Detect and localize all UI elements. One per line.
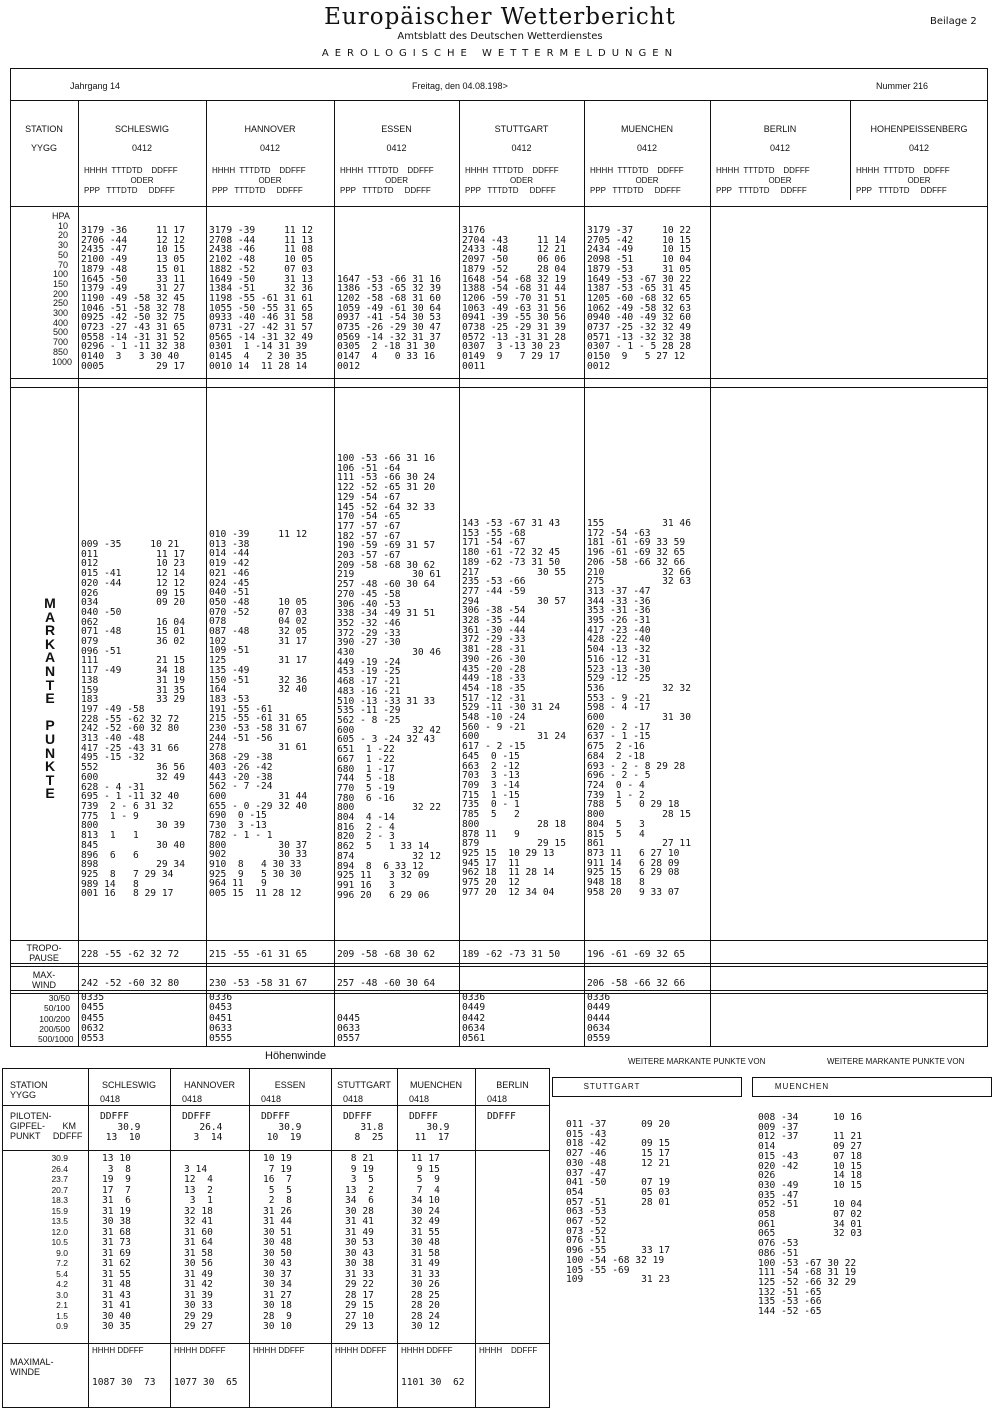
markante-data: 155 31 46 172 -54 -63 181 -61 -69 33 59 196 -61 -69 32 65 206 -58 -66 32 66 210 32 66 275 32 63 313 -37 -47 344 -33 -36 353 -31 -36 395 -26 -31 417 -23 -40 428 -22 -40 504 -13 -32 516 -12 -31 523 -13 -30 529 -12 -25 536 32 32 553 - 9 -21 598 - 4 -17 600 31 30 620 - 2 -17 637 - 1 -15 675 2 -16 684 2 -18 693 - 2 - 8 29 28 696 - 2 - 5 724 0 - 4 739 1 - 2 788 5 0 29 18 800 28 15 804 5 3 815 5 4 861 27 11 873 11 6 27 10 911 14 6 28 09 925 15 6 29 08 948 18 8 958 20 9 33 07 (587, 518, 691, 898)
station-yygg: 0412 (259, 143, 281, 153)
tropopause-label: TROPO- PAUSE (26, 943, 62, 963)
col-header-2: ODER (258, 176, 282, 185)
lower-station-yygg: 0418 (343, 1094, 364, 1104)
supplement-label: Beilage 2 (930, 16, 977, 27)
lower-station-name: ESSEN (274, 1080, 306, 1090)
col-header-2: ODER (768, 176, 792, 185)
date: Freitag, den 04.08.198> (412, 81, 508, 91)
wind-profile-data: 3 14 12 4 13 2 3 1 32 18 32 41 31 60 31 64 31 58 30 56 31 49 31 42 31 39 30 33 29 29 29 27 (184, 1163, 213, 1332)
col-header-3: PPP TTTDTD DDFFF (340, 186, 431, 195)
tropopause-data: 228 -55 -62 32 72 (81, 949, 180, 960)
layer-data: 0336 0449 0442 0634 0561 (462, 992, 486, 1045)
col-header-3: PPP TTTDTD DDFFF (84, 186, 175, 195)
col-header-2: ODER (635, 176, 659, 185)
station-name: STUTTGART (494, 124, 549, 134)
col-header-1: HHHH TTTDTD DDFFF (590, 166, 684, 175)
maxwind-header: HHHH DDFFF (335, 1346, 387, 1355)
col-header-1: HHHH TTTDTD DDFFF (465, 166, 559, 175)
col-header-1: HHHH TTTDTD DDFFF (340, 166, 434, 175)
lower-station-name: SCHLESWIG (101, 1080, 156, 1090)
pilot-data: DDFFF 30.9 11 17 (409, 1111, 450, 1143)
std-levels-data: 3179 -36 11 17 2706 -44 12 12 2435 -47 10 15 2100 -49 13 05 1879 -48 15 01 1645 -50 33 11 1379 -49 31 27 1190 -49 -58 32 45 1046 -51 -58 32 78 0925 -42 -50 32 75 0723 -27 -43 31 65 0558 -14 -31 31 52 0296 - 1 -11 32 38 0140 3 3 30 40 0005 29 17 (81, 225, 185, 372)
weitere-muenchen-data: 008 -34 10 16 009 -37 012 -37 11 21 014 09 27 015 -43 07 18 020 -42 10 15 026 14 18 030 -49 10 15 035 -47 052 -51 10 04 058 07 02 061 34 01 065 32 03 076 -53 086 -51 100 -53 -67 30 22 111 -54 -68 31 19 125 -52 -66 32 29 132 -51 -65 135 -53 -66 144 -52 -65 (758, 1112, 862, 1318)
col-header-3: PPP TTTDTD DDFFF (590, 186, 681, 195)
layer-data: 0335 0455 0455 0632 0553 (81, 992, 105, 1045)
col-header-2: ODER (130, 176, 154, 185)
wind-profile-data: 11 17 9 15 5 9 7 4 34 10 30 24 32 49 31 55 30 48 31 58 31 49 31 33 30 26 28 25 28 20 28 24 30 12 (411, 1153, 440, 1332)
hoehenwinde-title: Höhenwinde (265, 1050, 327, 1062)
col-header-1: HHHH TTTDTD DDFFF (84, 166, 178, 175)
lower-station-yygg: 0418 (409, 1094, 430, 1104)
maximal-winde-label: MAXIMAL- WINDE (10, 1357, 54, 1377)
layer-data: 0336 0449 0444 0634 0559 (587, 992, 611, 1045)
col-header-2: ODER (384, 176, 409, 185)
station-yygg: 0412 (511, 143, 532, 153)
wind-profile-data: 8 21 9 19 3 5 13 2 34 6 30 28 31 41 31 49 30 53 30 43 30 38 31 33 29 22 28 17 29 15 27 10 29 13 (345, 1153, 374, 1332)
std-levels-data: 3176 2704 -43 11 14 2433 -48 12 21 2097 -50 06 06 1879 -52 28 04 1648 -54 -68 32 19 1388 -54 -68 31 44 1206 -59 -70 31 51 1063 -49 -63 31 56 0941 -39 -55 30 56 0738 -25 -29 31 39 0572 -13 -31 31 28 0307 3 -13 30 23 0149 9 7 29 17 0011 (462, 225, 566, 372)
lower-station-label: STATION YYGG (10, 1080, 48, 1100)
weitere-stuttgart-station: STUTTGART (583, 1082, 641, 1091)
station-name: MUENCHEN (620, 124, 673, 134)
report-title: Europäischer Wetterbericht (324, 4, 676, 30)
tropopause-data: 215 -55 -61 31 65 (209, 949, 308, 960)
station-name: ESSEN (381, 124, 412, 134)
pilot-data: DDFFF 30.9 13 10 (100, 1111, 141, 1143)
tropopause-data: 209 -58 -68 30 62 (337, 949, 436, 960)
layer-data: 0336 0453 0451 0633 0555 (209, 992, 233, 1045)
layer-data: 0445 0633 0557 (337, 1012, 361, 1045)
lower-station-yygg: 0418 (261, 1094, 282, 1104)
col-header-1: HHHH TTTDTD DDFFF (856, 166, 950, 175)
maxwind-header: HHHH DDFFF (253, 1346, 305, 1355)
maxwind-data: 242 -52 -60 32 80 (81, 978, 180, 989)
wind-profile-data: 13 10 3 8 19 9 17 7 31 6 31 19 30 38 31 68 31 73 31 69 31 62 31 55 31 48 31 43 31 41 30 40 30 35 (102, 1153, 131, 1332)
col-header-3: PPP TTTDTD DDFFF (856, 186, 947, 195)
lower-station-yygg: 0418 (182, 1094, 203, 1104)
station-label: STATION (25, 124, 63, 134)
maxwind-data: 230 -53 -58 31 67 (209, 978, 308, 989)
markante-data: 010 -39 11 12 013 -38 014 -44 019 -42 021 -46 024 -45 040 -51 050 -48 10 05 070 -52 07 03 078 04 02 087 -48 32 05 102 31 17 109 -51 125 31 17 135 -49 150 -51 32 36 164 32 40 183 -53 191 -55 -61 215 -55 -61 31 65 230 -53 -58 31 67 244 -51 -56 278 31 61 368 -29 -38 403 -26 -42 443 -20 -38 562 - 7 -24 600 31 44 655 - 0 -29 32 40 690 0 -15 730 3 -13 782 - 1 - 1 800 30 37 902 30 33 910 8 4 30 33 925 9 5 30 30 964 11 9 005 15 11 28 12 (209, 529, 308, 900)
col-header-3: PPP TTTDTD DDFFF (212, 186, 303, 195)
weitere-label-1: WEITERE MARKANTE PUNKTE VON (628, 1057, 766, 1066)
maxwind-header: HHHH DDFFF (401, 1346, 453, 1355)
section-title: AEROLOGISCHE WETTERMELDUNGEN (321, 48, 679, 59)
lower-station-name: MUENCHEN (409, 1080, 462, 1090)
station-yygg: 0412 (636, 143, 658, 153)
col-header-1: HHHH TTTDTD DDFFF (716, 166, 810, 175)
layer-labels: 30/50 50/100 100/200 200/500 500/1000 (38, 993, 74, 1045)
lower-station-name: HANNOVER (183, 1080, 235, 1090)
std-levels-data: 1647 -53 -66 31 16 1386 -53 -65 32 39 1202 -58 -68 31 60 1059 -49 -61 30 64 0937 -41 -54 30 53 0735 -26 -29 30 47 0569 -14 -32 31 37 0305 2 -18 31 30 0147 4 0 33 16 0012 (337, 273, 441, 372)
pilot-label: PILOTEN- GIPFEL- KM PUNKT DDFFF (10, 1111, 83, 1141)
col-header-3: PPP TTTDTD DDFFF (465, 186, 556, 195)
col-header-2: ODER (907, 176, 931, 185)
markante-data: 009 -35 10 21 011 11 17 012 10 23 015 -41 12 14 020 -44 12 12 026 09 15 034 09 20 040 -50 062 16 04 071 -48 15 01 079 36 02 096 -51 111 21 15 117 -49 34 18 138 31 19 159 31 35 183 33 29 197 -49 -58 228 -55 -62 32 72 242 -52 -60 32 80 313 -40 -48 417 -25 -43 31 66 495 -15 -32 552 36 56 600 32 49 628 - 4 -31 695 - 1 -11 32 40 739 2 - 6 31 32 775 1 - 9 800 30 39 813 1 1 845 30 40 896 6 6 898 29 34 925 8 7 29 34 989 14 8 001 16 8 29 17 (81, 539, 185, 900)
hpa-labels: HPA 10 20 30 50 70 100 150 200 250 300 400 500 700 850 1000 (52, 211, 73, 367)
tropopause-data: 196 -61 -69 32 65 (587, 949, 686, 960)
lower-station-yygg: 0418 (487, 1094, 508, 1104)
weitere-stuttgart-data: 011 -37 09 20 015 -43 018 -42 09 15 027 -46 15 17 030 -48 12 21 037 -47 041 -50 07 19 054 05 03 057 -51 28 01 063 -53 067 -52 073 -52 076 -51 096 -55 33 17 100 -54 -68 32 19 105 -55 -69 109 31 23 (566, 1119, 670, 1286)
markante-data: 143 -53 -67 31 43 153 -55 -68 171 -54 -67 180 -61 -72 32 45 189 -62 -73 31 50 217 30 55 235 -53 -66 277 -44 -59 294 30 57 306 -38 -54 328 -35 -44 361 -30 -44 372 -29 -33 381 -28 -31 390 -26 -30 435 -20 -28 449 -18 -33 454 -18 -35 517 -12 -31 529 -11 -30 31 24 548 -10 -24 560 - 9 -21 600 31 24 617 - 2 -15 645 0 -15 663 2 -12 703 3 -13 709 3 -14 715 1 -15 735 0 - 1 785 5 2 800 28 18 878 11 9 879 29 15 925 15 10 29 13 945 17 11 962 18 11 28 14 975 20 12 977 20 12 34 04 (462, 518, 566, 898)
yygg-label: YYGG (30, 143, 57, 153)
maxwind-value: 1101 30 62 (401, 1377, 465, 1388)
maxwind-header: HHHH DDFFF (92, 1346, 144, 1355)
km-labels: 30.9 26.4 23.7 20.7 18.3 15.9 13.5 12.0 10.5 9.0 7.2 5.4 4.2 3.0 2.1 1.5 0.9 (51, 1153, 68, 1331)
issue-number: Nummer 216 (876, 81, 929, 91)
lower-station-name: BERLIN (496, 1080, 529, 1090)
pilot-data: DDFFF 30.9 10 19 (261, 1111, 302, 1143)
pilot-data: DDFFF 26.4 3 14 (182, 1111, 223, 1143)
col-header-3: PPP TTTDTD DDFFF (716, 186, 807, 195)
maxwind-data: 206 -58 -66 32 66 (587, 978, 686, 989)
pilot-data: DDFFF 31.8 8 25 (343, 1111, 384, 1143)
maxwind-value: 1087 30 73 (92, 1377, 156, 1388)
station-yygg: 0412 (131, 143, 153, 153)
pilot-data: DDFFF (487, 1111, 516, 1122)
lower-station-name: STUTTGART (337, 1080, 391, 1090)
markante-data: 100 -53 -66 31 16 106 -51 -64 111 -53 -66 30 24 122 -52 -65 31 20 129 -54 -67 145 -52 -64 32 33 170 -54 -65 177 -57 -67 182 -57 -67 190 -59 -69 31 57 203 -57 -67 209 -58 -68 30 62 219 30 61 257 -48 -60 30 64 270 -45 -58 306 -40 -53 338 -34 -49 31 51 352 -32 -46 372 -29 -33 390 -27 -30 430 30 46 449 -19 -24 453 -19 -25 468 -17 -21 483 -16 -21 510 -13 -33 31 33 535 -11 -29 562 - 8 -25 600 32 42 605 - 3 -24 32 43 651 1 -22 667 1 -22 680 1 -17 744 5 -18 770 5 -19 780 6 -16 800 32 22 804 4 -14 816 2 - 4 820 2 - 3 862 5 1 33 14 874 32 12 894 8 6 33 12 925 11 3 32 09 991 16 3 996 20 6 29 06 (337, 453, 441, 901)
col-header-1: HHHH TTTDTD DDFFF (212, 166, 306, 175)
std-levels-data: 3179 -39 11 12 2708 -44 11 13 2438 -46 11 08 2102 -48 10 05 1882 -52 07 03 1649 -50 31 13 1384 -51 32 36 1198 -55 -61 31 61 1055 -50 -55 31 65 0933 -40 -46 31 58 0731 -27 -42 31 57 0565 -14 -31 32 49 0301 1 -14 31 39 0145 4 2 30 35 0010 14 11 28 14 (209, 225, 313, 372)
weitere-muenchen-station: MUENCHEN (774, 1082, 830, 1091)
report-subtitle: Amtsblatt des Deutschen Wetterdienstes (397, 31, 603, 42)
maxwind-value: 1077 30 65 (174, 1377, 238, 1388)
weitere-label-2: WEITERE MARKANTE PUNKTE VON (827, 1057, 965, 1066)
station-yygg: 0412 (386, 143, 407, 153)
maxwind-data: 257 -48 -60 30 64 (337, 978, 436, 989)
tropopause-data: 189 -62 -73 31 50 (462, 949, 561, 960)
berlin-maxwind-header: HHHH DDFFF (479, 1346, 538, 1355)
maxwind-header: HHHH DDFFF (174, 1346, 226, 1355)
markante-punkte-label: M A R K A N T E P U N K T E (44, 595, 56, 802)
col-header-2: ODER (509, 176, 534, 185)
std-levels-data: 3179 -37 10 22 2705 -42 10 15 2434 -49 10 15 2098 -51 10 04 1879 -53 31 05 1649 -53 -67 30 22 1387 -53 -65 31 45 1205 -60 -68 32 65 1062 -49 -58 32 63 0940 -40 -49 32 60 0737 -25 -32 32 49 0571 -13 -32 32 38 0307 - 1 - 5 28 28 0150 9 5 27 12 0012 (587, 225, 691, 372)
jahrgang: Jahrgang 14 (70, 81, 121, 91)
wind-profile-data: 10 19 7 19 16 7 5 5 2 8 31 26 31 44 30 51 30 48 30 50 30 43 30 37 30 34 31 27 30 18 28 9 30 10 (263, 1153, 292, 1332)
lower-station-yygg: 0418 (100, 1094, 121, 1104)
maxwind-label: MAX- WIND (32, 970, 56, 990)
station-yygg: 0412 (769, 143, 791, 153)
station-name: BERLIN (763, 124, 797, 134)
station-name: HOHENPEISSENBERG (870, 124, 968, 134)
station-name: HANNOVER (244, 124, 296, 134)
station-yygg: 0412 (908, 143, 930, 153)
station-name: SCHLESWIG (114, 124, 169, 134)
